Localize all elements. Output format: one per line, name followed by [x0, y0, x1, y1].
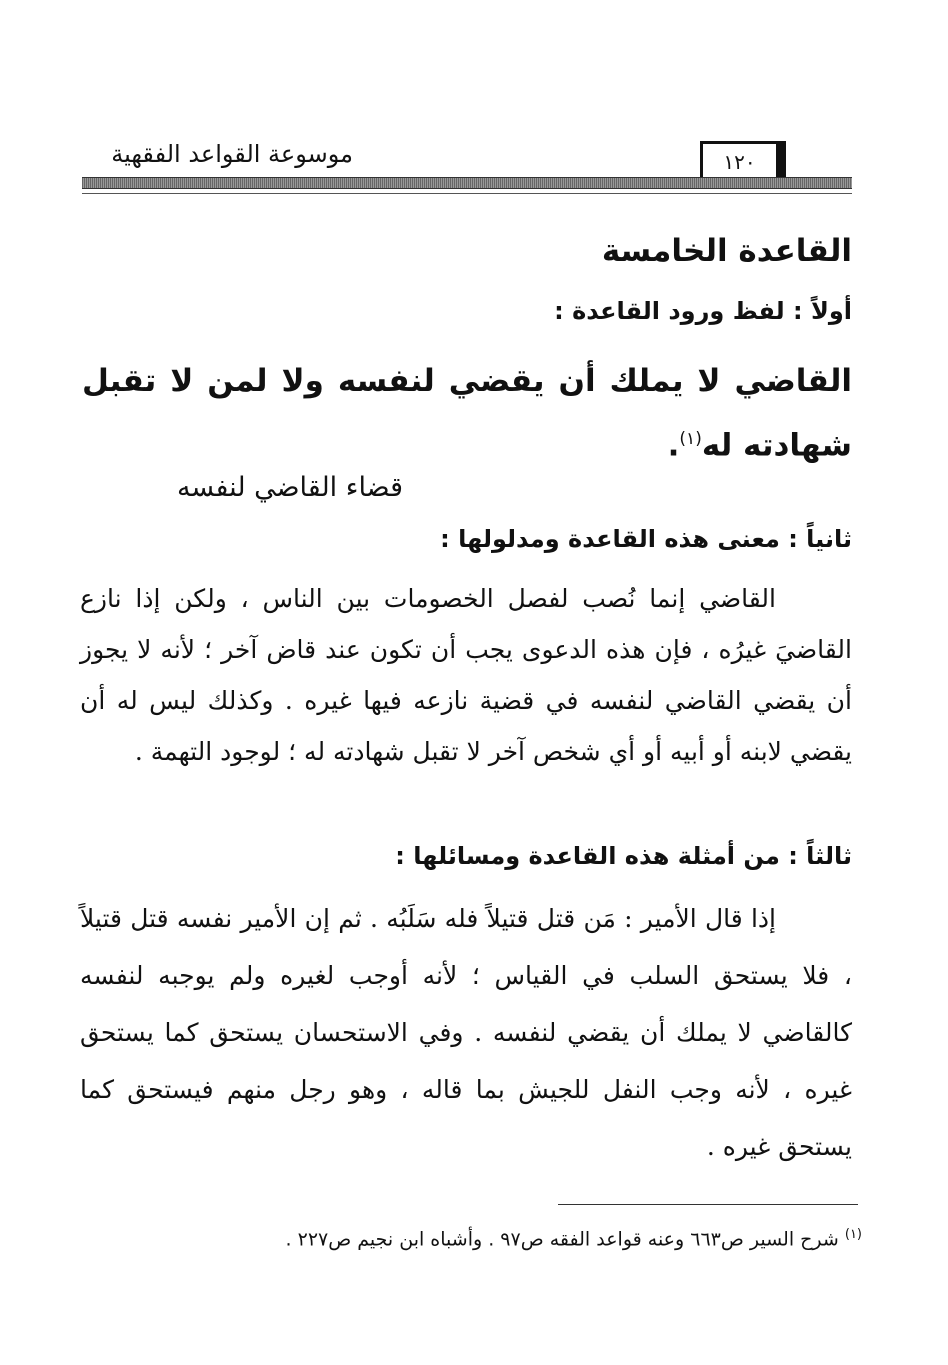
running-header-title: موسوعة القواعد الفقهية	[111, 140, 353, 168]
footnote	[82, 1227, 862, 1250]
example-paragraph	[80, 890, 852, 1175]
subheading-examples: ثالثاً : من أمثلة هذه القاعدة ومسائلها :	[395, 842, 852, 870]
header-divider	[82, 193, 852, 194]
footnote-marker: (١)	[844, 1227, 862, 1242]
meaning-paragraph-text: القاضي إنما نُصب لفصل الخصومات بين الناس ، ولكن إذا نازع القاضيَ غيرُه ، فإن هذه الدعوى يجب أن تكون عند قاض آخر ؛ لأنه لا يجوز أن يقضي القاضي لنفسه في قضية نازعه فيها غيره . وكذلك ليس له أن يقضي لابنه أو أبيه أو أي شخص آخر لا تقبل شهادته له ؛ لوجود التهمة .	[80, 584, 852, 766]
meaning-paragraph	[80, 573, 852, 777]
page-number: ١٢٠	[700, 141, 786, 183]
rule-statement	[82, 352, 852, 474]
rule-statement-text: القاضي لا يملك أن يقضي لنفسه ولا لمن لا تقبل شهادته له	[82, 363, 852, 464]
subheading-meaning: ثانياً : معنى هذه القاعدة ومدلولها :	[440, 525, 852, 553]
footnote-text: شرح السير ص٦٦٣ وعنه قواعد الفقه ص٩٧ . وأشباه ابن نجيم ص٢٢٧ .	[285, 1228, 839, 1251]
footnote-divider	[558, 1204, 858, 1205]
subheading-rule-wording: أولاً : لفظ ورود القاعدة :	[554, 297, 852, 325]
section-title: القاعدة الخامسة	[601, 233, 852, 269]
example-paragraph-text: إذا قال الأمير : مَن قتل قتيلاً فله سَلَبُه . ثم إن الأمير نفسه قتل قتيلاً ، فلا يستحق السلب في القياس ؛ لأنه أوجب لغيره ولم يوجبه لنفسه كالقاضي لا يملك أن يقضي لنفسه . وفي الاستحسان يستحق كما يستحق غيره ، لأنه وجب النفل للجيش بما قاله ، وهو رجل منهم فيستحق كما يستحق غيره .	[80, 904, 852, 1161]
header-decorative-bar	[82, 177, 852, 189]
rule-end-punct: .	[667, 427, 680, 464]
rule-short-name: قضاء القاضي لنفسه	[176, 472, 403, 503]
rule-footnote-marker: (١)	[679, 429, 702, 449]
